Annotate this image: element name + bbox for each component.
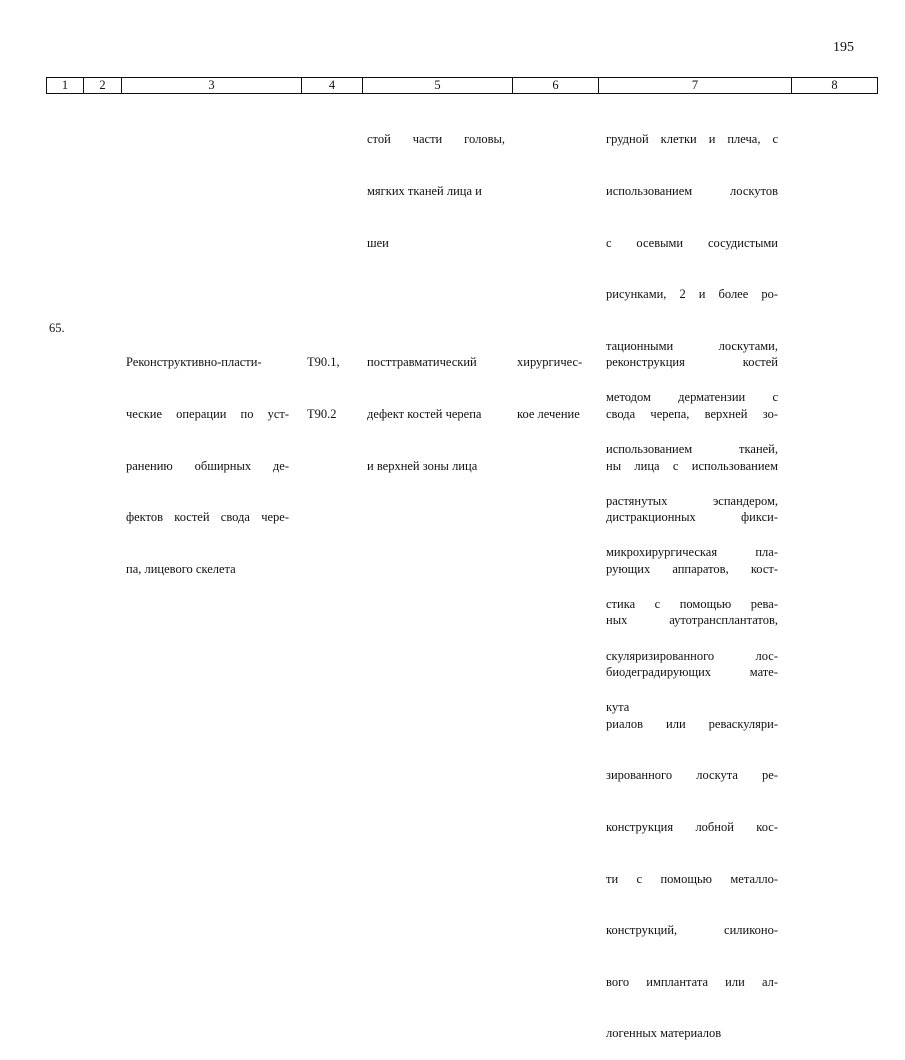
row65-col5-line: посттравматический <box>367 355 477 370</box>
continuation-col7-line: использованием тканей, <box>606 442 778 457</box>
row65-col3-line: Реконструктивно-пласти- <box>126 355 262 370</box>
continuation-col5 <box>367 97 505 269</box>
continuation-col7-line: с осевыми сосудистыми <box>606 235 778 250</box>
continuation-col7-line: скуляризированного лос- <box>606 648 778 663</box>
row65-col6-treatment-type <box>517 320 582 440</box>
row65-col7-line: свода черепа, верхней зо- <box>606 407 778 422</box>
row65-col5-line: дефект костей черепа <box>367 407 482 422</box>
continuation-col7-line: кута <box>606 700 630 715</box>
row65-col7-line: биодеградирующих мате- <box>606 665 778 680</box>
continuation-col5-line: мягких тканей лица и <box>367 184 482 199</box>
column-number-header <box>46 77 878 94</box>
row65-col6-line: хирургичес- <box>517 355 583 370</box>
row65-number: 65. <box>49 321 65 335</box>
row65-col7-line: ных аутотрансплантатов, <box>606 613 778 628</box>
header-col-7: 7 <box>599 78 792 94</box>
continuation-col7-line: микрохирургическая пла- <box>606 545 778 560</box>
continuation-col5-line: стой части головы, <box>367 132 505 147</box>
row65-col5-line: и верхней зоны лица <box>367 458 478 473</box>
header-col-1: 1 <box>47 78 84 94</box>
row65-col3-operation <box>126 320 289 595</box>
row65-col7-line: конструкций, силиконо- <box>606 923 778 938</box>
row65-col4-line: Т90.2 <box>307 407 337 422</box>
row65-col5-diagnosis <box>367 320 481 492</box>
continuation-col7-line: использованием лоскутов <box>606 184 778 199</box>
row65-col7-line: логенных материалов <box>606 1026 722 1041</box>
row65-col7-line: ны лица с использованием <box>606 458 778 473</box>
row65-col7-line: ти с помощью металло- <box>606 871 778 886</box>
header-col-6: 6 <box>513 78 599 94</box>
continuation-col7-line: рисунками, 2 и более ро- <box>606 287 778 302</box>
row65-col7-line: конструкция лобной кос- <box>606 819 778 834</box>
row65-col6-line: кое лечение <box>517 407 580 422</box>
continuation-col7-line: грудной клетки и плеча, с <box>606 132 778 147</box>
row65-col7-line: зированного лоскута ре- <box>606 768 778 783</box>
row65-col3-line: ранению обширных де- <box>126 458 289 473</box>
continuation-col7-line: методом дерматензии с <box>606 390 778 405</box>
row65-col7-line: вого имплантата или ал- <box>606 974 778 989</box>
row65-col7-line: реконструкция костей <box>606 355 778 370</box>
header-col-5: 5 <box>363 78 513 94</box>
header-col-2: 2 <box>84 78 122 94</box>
header-col-8: 8 <box>792 78 878 94</box>
continuation-col7-line: тационными лоскутами, <box>606 338 778 353</box>
continuation-col7-line: стика с помощью рева- <box>606 596 778 611</box>
header-col-4: 4 <box>302 78 363 94</box>
row65-col4-line: Т90.1, <box>307 355 340 370</box>
row65-col3-line: ческие операции по уст- <box>126 407 289 422</box>
row65-col7-method <box>606 320 778 1060</box>
row65-col3-line: па, лицевого скелета <box>126 561 236 576</box>
header-col-3: 3 <box>122 78 302 94</box>
row65-col7-line: риалов или реваскуляри- <box>606 716 778 731</box>
row65-col3-line: фектов костей свода чере- <box>126 510 289 525</box>
continuation-col5-line: шеи <box>367 235 389 250</box>
row65-col4-icd-codes <box>307 320 340 440</box>
row65-col7-line: рующих аппаратов, кост- <box>606 561 778 576</box>
continuation-col7-line: растянутых эспандером, <box>606 493 778 508</box>
row65-col7-line: дистракционных фикси- <box>606 510 778 525</box>
page-number: 195 <box>833 40 854 55</box>
